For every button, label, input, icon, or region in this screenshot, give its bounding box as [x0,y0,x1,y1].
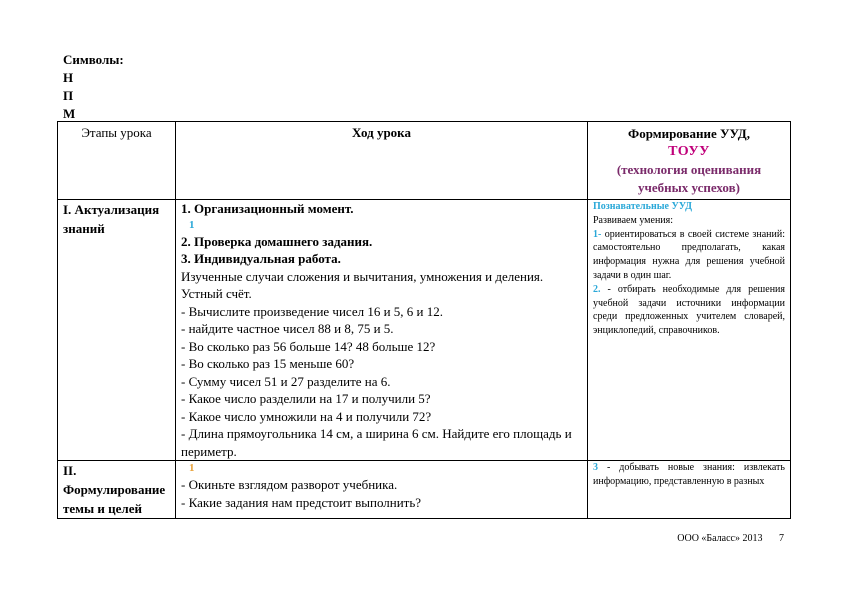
course-line: - найдите частное чисел 88 и 8, 75 и 5. [181,321,394,336]
page-footer [677,533,784,544]
course-line: 2. Проверка домашнего задания. [181,233,373,249]
course-line: Устный счёт. [181,286,252,301]
course-line: - Во сколько раз 15 меньше 60? [181,356,355,371]
uud-number: 2. [593,283,601,295]
uud-cell [588,461,791,519]
course-line: - Длина прямоугольника 14 см, а ширина 6 см. Найдите его площадь и периметр. [181,426,572,459]
uud-paragraph [593,461,785,489]
header-uud-title: Формирование УУД, [628,126,750,141]
course-line: - Вычислите произведение чисел 16 и 5, 6 и 12. [181,303,444,319]
table-row [58,461,791,519]
symbol-marker: 1 [189,218,195,231]
uud-text: - добывать новые знания: извлекать информацию, представленную в разных [593,462,785,487]
table-row [58,200,791,461]
course-line: - Какое число умножили на 4 и получили 72? [181,408,432,424]
course-line: - Сумму чисел 51 и 27 разделите на 6. [181,373,391,389]
symbols-legend [63,51,124,123]
footer-company: ООО «Баласс» 2013 [677,533,763,544]
header-course: Ход урока [176,122,588,200]
symbols-title: Символы: [63,52,124,67]
course-line: 3. Индивидуальная работа. [181,251,341,266]
symbol-m: М [63,106,76,121]
course-line: 1. Организационный момент. [181,201,354,216]
uud-number: 1- [593,228,602,240]
uud-title: Познавательные УУД [593,201,693,212]
course-line: - Какое число разделили на 17 и получили 5? [181,391,431,406]
course-line: - Окиньте взглядом разворот учебника. [181,477,398,492]
course-line: Изученные случаи сложения и вычитания, умножения и деления. [181,268,544,284]
stage-cell: I. Актуализация знаний [58,200,176,461]
symbol-p: П [63,88,74,103]
uud-paragraph [593,228,785,283]
stage-cell: II. Формулирование темы и целей [58,461,176,519]
uud-text: - отбирать необходимые для решения учебной задачи источники информации среди предложенных учителем словарей, энциклопедий, справочников. [593,283,785,337]
course-line: - Во сколько раз 56 больше 14? 48 больше 12? [181,338,436,354]
header-tech: (технология оценивания учебных успехов) [616,162,762,195]
header-uud [588,122,791,200]
uud-paragraph [593,283,785,338]
uud-subtitle: Развиваем умения: [593,214,674,226]
course-cell [176,200,588,461]
uud-number: 3 [593,462,598,473]
header-toyy: ТОУУ [668,144,710,159]
uud-text: ориентироваться в своей системе знаний: самостоятельно предполагать, какая информация нужна для решения учебной задачи в один шаг. [593,228,785,281]
course-line: - Какие задания нам предстоит выполнить? [181,494,422,510]
lesson-table [57,121,791,519]
header-stages: Этапы урока [58,122,176,200]
table-header-row [58,122,791,200]
symbol-marker: 1 [189,462,195,474]
uud-cell [588,200,791,461]
course-cell [176,461,588,519]
symbol-n: Н [63,70,74,85]
page-number: 7 [779,533,784,544]
